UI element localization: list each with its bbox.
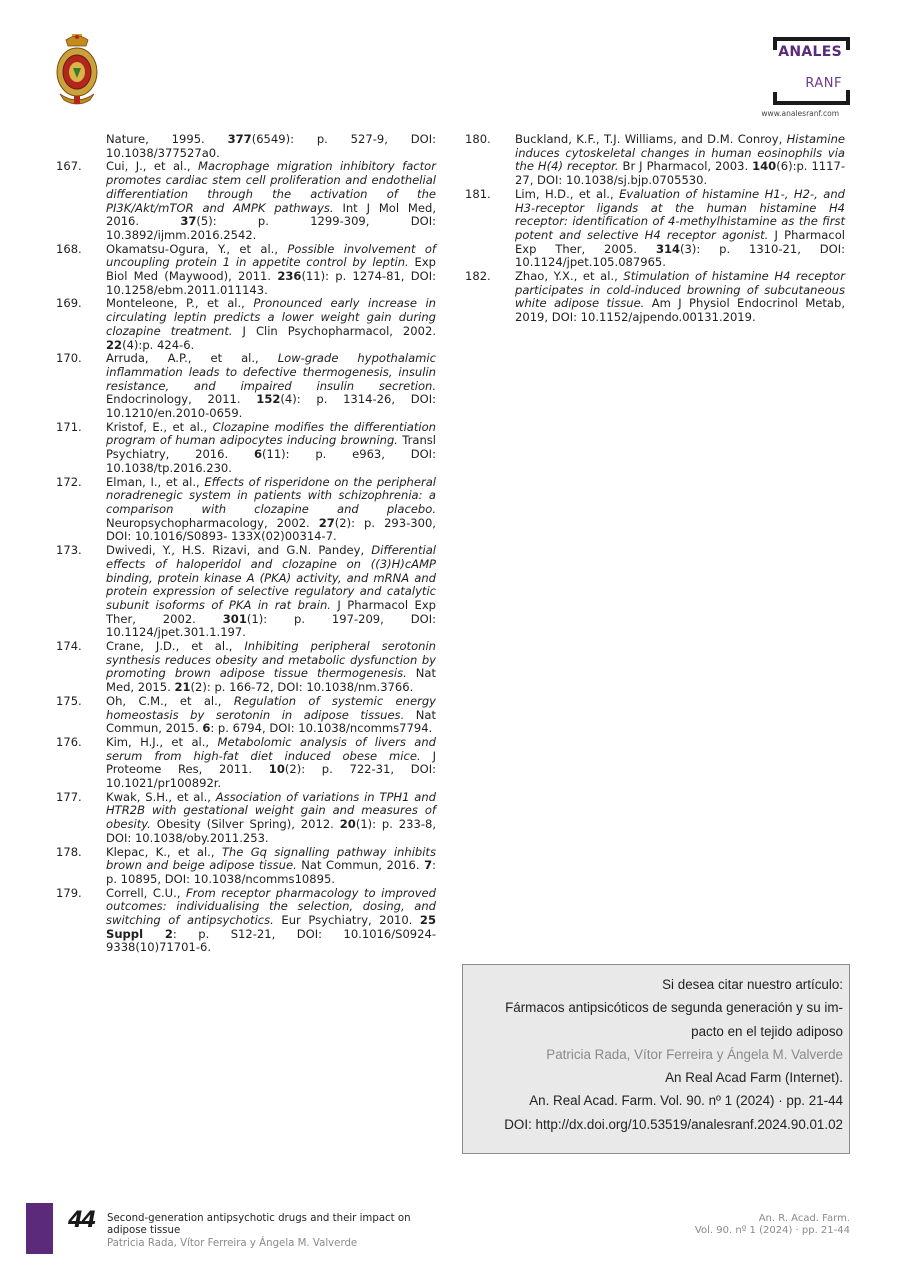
reference-text: Oh, C.M., et al., Regulation of systemic energy homeostasis by serotonin in adipose tissues. Nat Commun, 2015. 6: p. 6794, DOI: 10.1038/ncomms7794. <box>106 693 436 736</box>
reference-item <box>56 476 436 545</box>
reference-item <box>56 352 436 421</box>
reference-item <box>465 270 845 325</box>
cite-authors: Patricia Rada, Vítor Ferreira y Ángela M. Valverde <box>546 1046 843 1062</box>
reference-text: Cui, J., et al., Macrophage migration inhibitory factor promotes cardiac stem cell proliferation and endothelial differentiation through the activation of the PI3K/Akt/mTOR and AMPK pathways. Int J Mol Med, 2016. 37(5): p. 1299-309, DOI: 10.3892/ijmm.2016.2542. <box>106 159 436 242</box>
reference-text: Zhao, Y.X., et al., Stimulation of histamine H4 receptor participates in cold-induced browning of subcutaneous white adipose tissue. Am J Physiol Endocrinol Metab, 2019, DOI: 10.1152/ajpendo.00131.2019. <box>515 269 845 325</box>
reference-number: 175. <box>56 693 82 708</box>
reference-item <box>56 160 436 242</box>
reference-item <box>56 695 436 736</box>
reference-text: Dwivedi, Y., H.S. Rizavi, and G.N. Pandey, Differential effects of haloperidol and clozapine on ((3)H)cAMP binding, protein kinase A (PKA) activity, and mRNA and protein expression of selective regulatory and catalytic subunit isoforms of PKA in rat brain. J Pharmacol Exp Ther, 2002. 301(1): p. 197-209, DOI: 10.1124/jpet.301.1.197. <box>106 543 436 640</box>
reference-item <box>56 544 436 640</box>
citation-box <box>462 964 850 1154</box>
references-right-column <box>465 133 845 325</box>
reference-number: 176. <box>56 734 82 749</box>
reference-text: Crane, J.D., et al., Inhibiting peripheral serotonin synthesis reduces obesity and metabolic dysfunction by promoting brown adipose tissue thermogenesis. Nat Med, 2015. 21(2): p. 166-72, DOI: 10.1038/nm.3766. <box>106 639 436 695</box>
reference-text: Kim, H.J., et al., Metabolomic analysis of livers and serum from high-fat diet induced obese mice. J Proteome Res, 2011. 10(2): p. 722-31, DOI: 10.1021/pr100892r. <box>106 734 437 791</box>
reference-text: Monteleone, P., et al., Pronounced early increase in circulating leptin predicts a lower weight gain during clozapine treatment. J Clin Psychopharmacol, 2002. 22(4):p. 424-6. <box>106 296 436 352</box>
reference-item <box>56 297 436 352</box>
reference-text: Elman, I., et al., Effects of risperidone on the peripheral noradrenegic system in patients with schizophrenia: a comparison with clozapine and placebo. Neuropsychopharmacology, 2002. 27(2): p. 293-300, DOI: 10.1016/S0893- 133X(02)00314-7. <box>106 474 436 544</box>
page-number: 44 <box>68 1208 95 1233</box>
footer-accent-bar <box>26 1203 53 1254</box>
reference-item <box>56 791 436 846</box>
reference-item <box>465 188 845 270</box>
reference-text: Arruda, A.P., et al., Low-grade hypothalamic inflammation leads to defective thermogenesis, insulin resistance, and impaired insulin secretion. Endocrinology, 2011. 152(4): p. 1314-26, DOI: 10.1210/en.2010-0659. <box>106 351 436 421</box>
reference-item <box>56 133 436 160</box>
cite-volume: An. Real Acad. Farm. Vol. 90. nº 1 (2024) · pp. 21-44 <box>529 1093 843 1109</box>
reference-item <box>56 846 436 887</box>
footer-authors: Patricia Rada, Vítor Ferreira y Ángela M. Valverde <box>107 1237 358 1249</box>
cite-title-line1: Fármacos antipsicóticos de segunda generación y su im- <box>505 1000 843 1016</box>
reference-text: Kwak, S.H., et al., Association of variations in TPH1 and HTR2B with gestational weight gain and measures of obesity. Obesity (Silver Spring), 2012. 20(1): p. 233-8, DOI: 10.1038/oby.2011.253. <box>106 789 437 845</box>
reference-item <box>56 640 436 695</box>
reference-number: 181. <box>465 186 491 201</box>
reference-text: Lim, H.D., et al., Evaluation of histamine H1-, H2-, and H3-receptor ligands at the human histamine H4 receptor: identification of 4-methylhistamine as the first potent and selective H4 receptor agonist. J Pharmacol Exp Ther, 2005. 314(3): p. 1310-21, DOI: 10.1124/jpet.105.087965. <box>515 186 846 270</box>
cite-heading: Si desea citar nuestro artículo: <box>662 977 843 992</box>
reference-number: 167. <box>56 159 82 174</box>
reference-number: 179. <box>56 885 82 900</box>
reference-text: Klepac, K., et al., The Gq signalling pathway inhibits brown and beige adipose tissue. Nat Commun, 2016. 7: p. 10895, DOI: 10.1038/ncomms10895. <box>106 844 436 886</box>
reference-number: 171. <box>56 419 82 434</box>
reference-number: 177. <box>56 789 82 804</box>
reference-item <box>56 887 436 956</box>
footer-title: Second-generation antipsychotic drugs and their impact on adipose tissue <box>107 1213 411 1237</box>
footer-journal-volume: Vol. 90. nº 1 (2024) · pp. 21-44 <box>694 1225 850 1237</box>
reference-item <box>56 243 436 298</box>
journal-url: www.analesranf.com <box>761 109 839 118</box>
reference-number: 172. <box>56 474 82 489</box>
reference-text: Buckland, K.F., T.J. Williams, and D.M. Conroy, Histamine induces cytoskeletal changes in human eosinophils via the H(4) receptor. Br J Pharmacol, 2003. 140(6):p. 1117-27, DOI: 10.1038/sj.bjp.0705530. <box>515 132 845 188</box>
reference-text: Okamatsu-Ogura, Y., et al., Possible involvement of uncoupling protein 1 in appetite control by leptin. Exp Biol Med (Maywood), 2011. 236(11): p. 1274-81, DOI: 10.1258/ebm.2011.011143. <box>106 241 437 297</box>
footer-journal-abbr: An. R. Acad. Farm. <box>758 1213 850 1224</box>
reference-item <box>56 421 436 476</box>
references-left-column <box>56 133 436 955</box>
cite-title-line2: pacto en el tejido adiposo <box>691 1023 843 1039</box>
reference-number: 173. <box>56 543 82 558</box>
reference-text: Nature, 1995. 377(6549): p. 527-9, DOI: 10.1038/377527a0. <box>106 132 436 160</box>
reference-number: 168. <box>56 241 82 256</box>
reference-number: 178. <box>56 844 82 859</box>
academy-crest-logo <box>54 34 100 106</box>
reference-number: 174. <box>56 639 82 654</box>
reference-number: 182. <box>465 269 491 284</box>
footer-article-info <box>107 1213 447 1250</box>
cite-journal: An Real Acad Farm (Internet). <box>665 1070 843 1086</box>
reference-number: 170. <box>56 351 82 366</box>
logo-ranf-text: RANF <box>805 76 842 91</box>
reference-number: 180. <box>465 132 491 146</box>
reference-text: Kristof, E., et al., Clozapine modifies the differentiation program of human adipocytes inducing browning. Transl Psychiatry, 2016. 6(11): p. e963, DOI: 10.1038/tp.2016.230. <box>106 419 436 475</box>
journal-logo <box>772 36 850 106</box>
reference-number: 169. <box>56 296 82 311</box>
reference-item <box>56 736 436 791</box>
reference-item <box>465 133 845 188</box>
reference-text: Correll, C.U., From receptor pharmacology to improved outcomes: individualising the selection, dosing, and switching of antipsychotics. Eur Psychiatry, 2010. 25 Suppl 2: p. S12-21, DOI: 10.1016/S0924-9338(10)71701-6. <box>106 885 436 955</box>
footer-journal-info <box>660 1213 850 1238</box>
cite-doi[interactable]: DOI: http://dx.doi.org/10.53519/analesranf.2024.90.01.02 <box>504 1116 843 1132</box>
logo-anales-text: ANALES <box>778 44 842 60</box>
